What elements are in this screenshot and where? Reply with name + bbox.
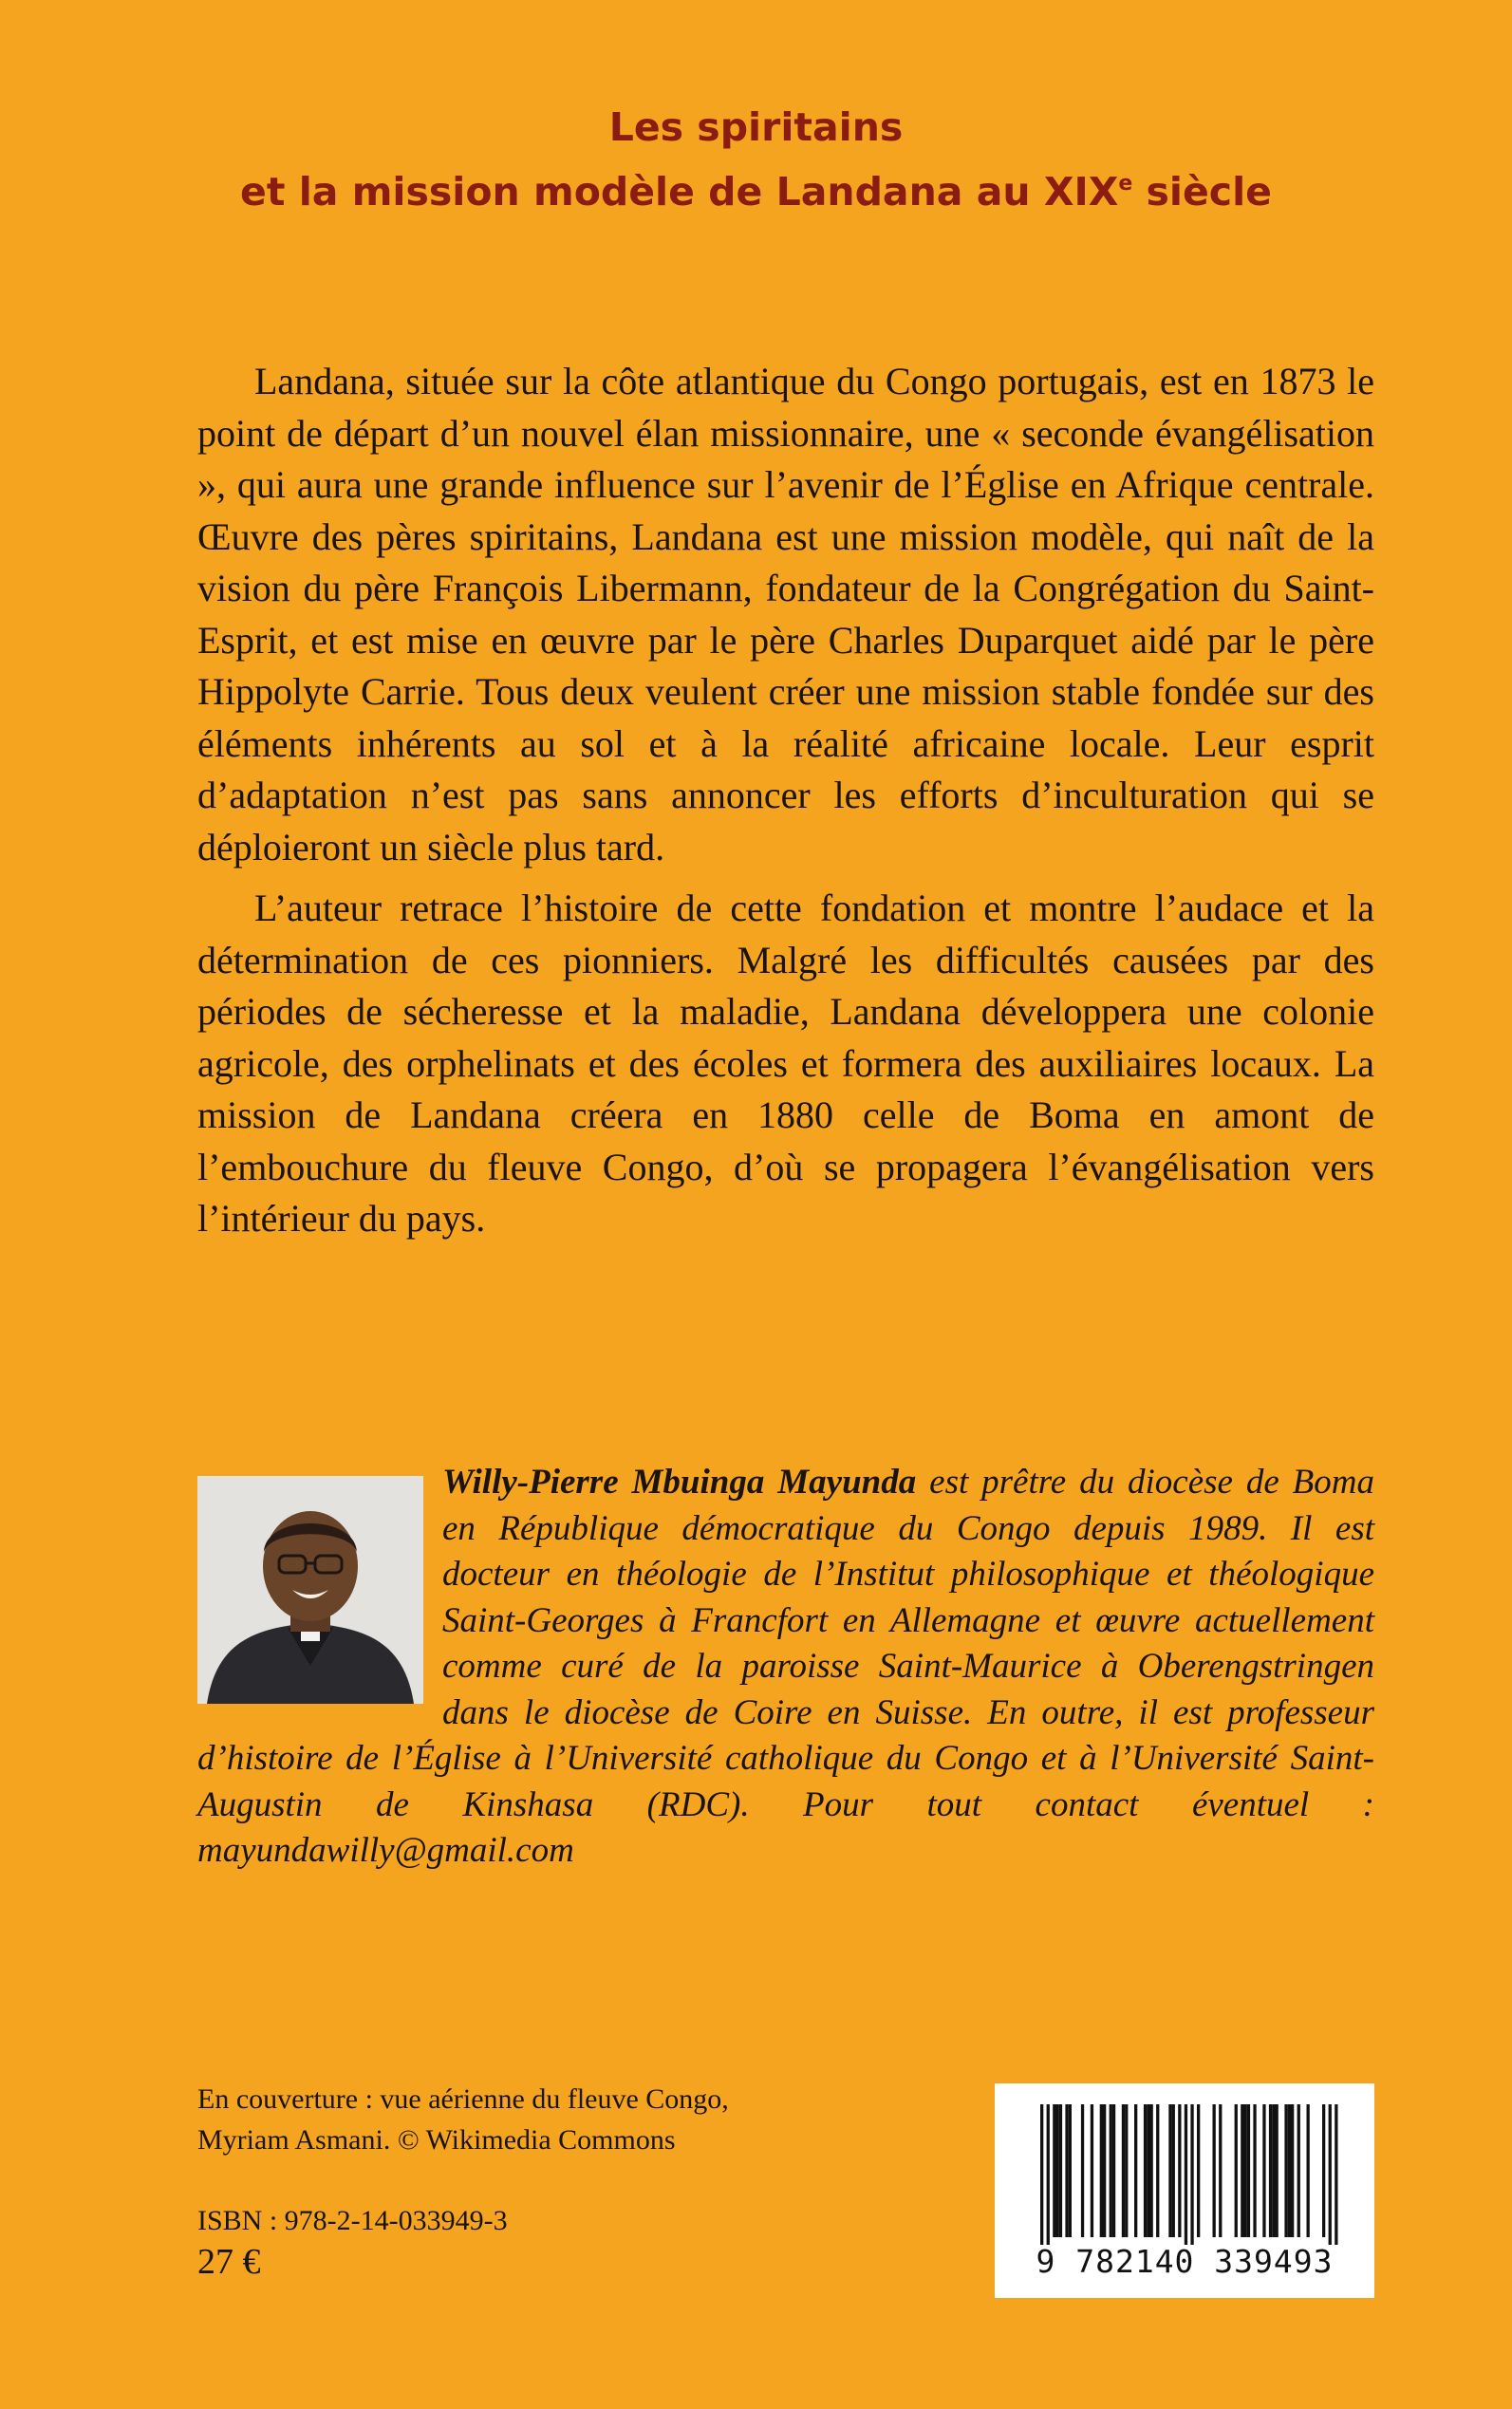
barcode-bar — [1307, 2104, 1310, 2237]
book-title — [0, 95, 1512, 224]
barcode-bar — [1185, 2104, 1187, 2245]
blurb-paragraph-2: L’auteur retrace l’histoire de cette fondation et montre l’audace et la détermination de ces pionniers. Malgré les difficultés causées par des périodes de sécheresse et la maladie, Landana développera une colonie agricole, des orphelinats et des écoles et formera des auxiliaires locaux. La mission de Landana créera en 1880 celle de Boma en amont de l’embouchure du fleuve Congo, d’où se propagera l’évangélisation vers l’intérieur du pays. — [197, 887, 1374, 1240]
barcode-bar — [1241, 2104, 1243, 2237]
barcode-bar — [1247, 2104, 1250, 2237]
barcode-bar — [1213, 2104, 1216, 2237]
title-line-2-text: et la mission modèle de Landana au XIX — [240, 169, 1119, 215]
barcode-bar — [1053, 2104, 1055, 2237]
blurb — [197, 356, 1374, 1255]
barcode-bar — [1059, 2104, 1062, 2237]
barcode-bar — [1197, 2104, 1200, 2237]
title-line-2 — [0, 159, 1512, 224]
barcode-bar — [1091, 2104, 1093, 2237]
barcode-bar — [1134, 2104, 1137, 2237]
title-superscript: e — [1118, 172, 1133, 196]
title-line-2-end: siècle — [1132, 169, 1272, 215]
barcode-bar — [1047, 2104, 1050, 2245]
cover-credit-line-2: Myriam Asmani. © Wikimedia Commons — [197, 2124, 676, 2156]
barcode-bars — [995, 2083, 1374, 2245]
barcode-bar — [1288, 2104, 1291, 2237]
barcode-bar — [1065, 2104, 1068, 2237]
barcode-bar — [1103, 2104, 1106, 2237]
barcode-bar — [1219, 2104, 1222, 2237]
cover-credit — [197, 2079, 729, 2160]
barcode-bar — [1244, 2104, 1247, 2237]
barcode-bar — [1100, 2104, 1103, 2237]
author-bio — [197, 1460, 1374, 1875]
barcode-bar — [1190, 2104, 1193, 2245]
barcode-bar — [1297, 2104, 1300, 2237]
barcode-bar — [1040, 2104, 1043, 2245]
barcode-bar — [1147, 2104, 1149, 2237]
barcode-bar — [1069, 2104, 1072, 2237]
author-bio-text: est prêtre du diocèse de Boma en République démocratique du Congo depuis 1989. Il est docteur en théologie de l’Institut philosophique et théologique Saint-Georges à Francfort en Allemagne et œuvre actuellement comme curé de la paroisse Saint-Maurice à Oberengstringen dans le diocèse de Coire en Suisse. En outre, il est professeur d’histoire de l’Église à l’Université catholique du Congo et à l’Université Saint-Augustin de Kinshasa (RDC). Pour tout contact éventuel : mayundawilly@gmail.com — [197, 1463, 1374, 1870]
barcode-bar — [1269, 2104, 1272, 2237]
barcode-bar — [1122, 2104, 1125, 2237]
barcode-bar — [1156, 2104, 1159, 2237]
blurb-paragraph-1: Landana, située sur la côte atlantique du Congo portugais, est en 1873 le point de départ d’un nouvel élan missionnaire, une « seconde évangélisation », qui aura une grande influence sur l’avenir de l’Église en Afrique centrale. Œuvre des pères spiritains, Landana est une mission modèle, qui naît de la vision du père François Libermann, fondateur de la Congrégation du Saint-Esprit, et est mise en œuvre par le père Charles Duparquet aidé par le père Hippolyte Carrie. Tous deux veulent créer une mission stable fondée sur des éléments inhérents au sol et à la réalité africaine locale. Leur esprit d’adaptation n’est pas sans annoncer les efforts d’inculturation qui se déploieront un siècle plus tard. — [197, 360, 1374, 868]
barcode — [995, 2083, 1374, 2298]
barcode-bar — [1253, 2104, 1256, 2237]
barcode-bar — [1125, 2104, 1128, 2237]
barcode-bar — [1322, 2104, 1325, 2237]
author-name: Willy-Pierre Mbuinga Mayunda — [442, 1463, 917, 1502]
barcode-bar — [1150, 2104, 1153, 2237]
barcode-bar — [1262, 2104, 1265, 2237]
barcode-bar — [1081, 2104, 1084, 2237]
barcode-bar — [1144, 2104, 1147, 2237]
barcode-bar — [1291, 2104, 1294, 2237]
cover-credit-line-1: En couverture : vue aérienne du fleuve Congo, — [197, 2083, 729, 2115]
barcode-bar — [1284, 2104, 1287, 2237]
barcode-bar — [1335, 2104, 1337, 2245]
barcode-bar — [1235, 2104, 1238, 2237]
title-line-1: Les spiritains — [608, 104, 904, 150]
barcode-bar — [1110, 2104, 1112, 2237]
barcode-bar — [1178, 2104, 1181, 2237]
barcode-bar — [1056, 2104, 1059, 2237]
barcode-bar — [1168, 2104, 1171, 2237]
barcode-bar — [1276, 2104, 1279, 2237]
barcode-bar — [1112, 2104, 1115, 2237]
barcode-number: 9 782140 339493 — [1036, 2243, 1334, 2280]
barcode-bar — [1272, 2104, 1275, 2237]
barcode-bar — [1172, 2104, 1175, 2237]
price: 27 € — [197, 2242, 261, 2282]
isbn: ISBN : 978-2-14-033949-3 — [197, 2205, 508, 2236]
barcode-bar — [1329, 2104, 1332, 2245]
